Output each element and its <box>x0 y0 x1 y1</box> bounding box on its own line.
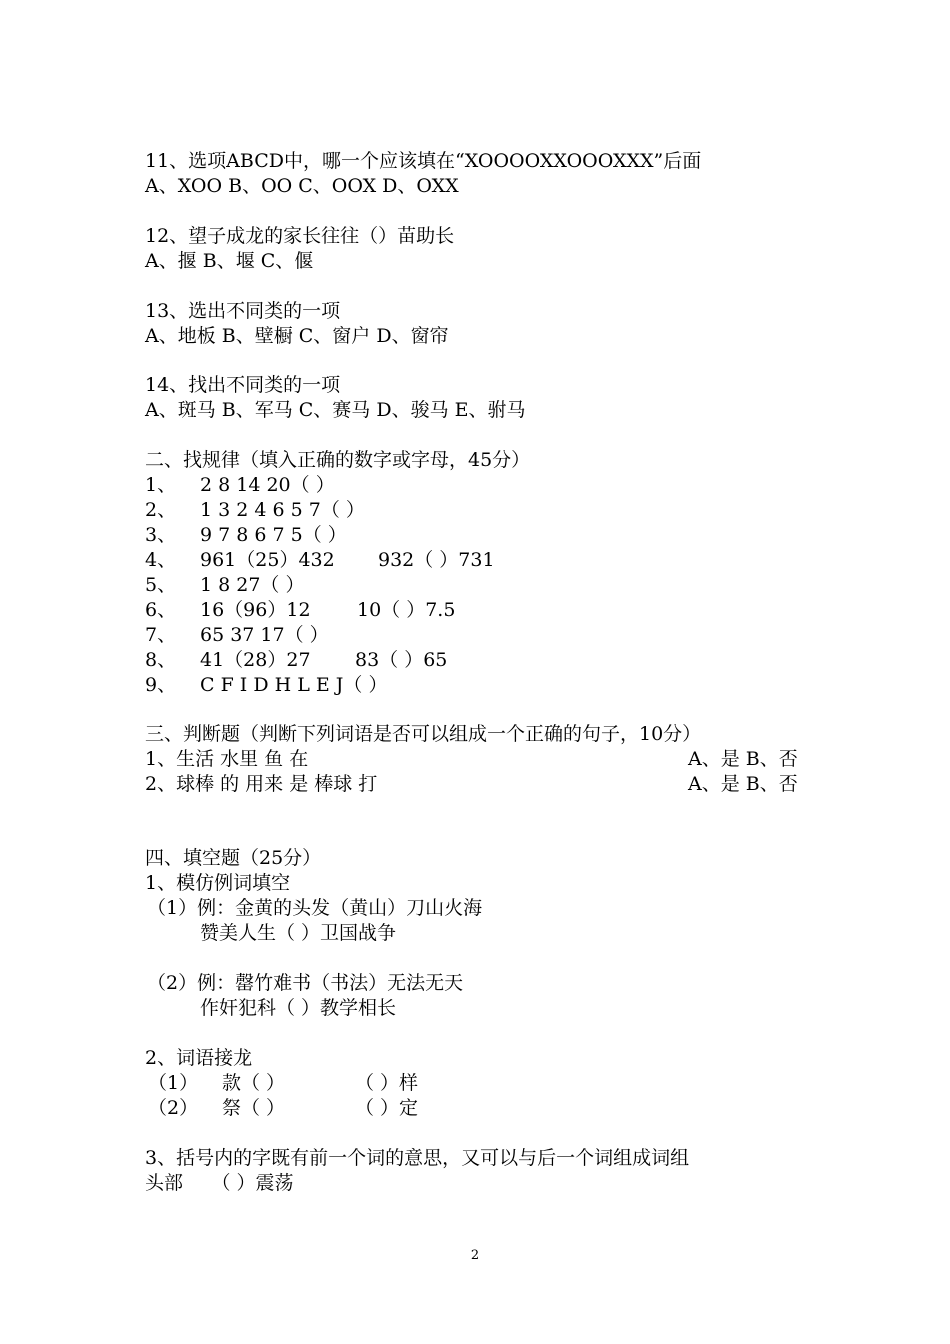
item-number: 9、 <box>145 674 177 696</box>
item-number: 2、 <box>145 499 177 521</box>
section4-title: 四、填空题（25分） <box>145 847 322 869</box>
q14-question: 14、找出不同类的一项 <box>145 374 341 396</box>
chain-second: （ ）定 <box>355 1097 419 1119</box>
item-sequence: 961（25）432 <box>200 549 335 571</box>
item-number: 5、 <box>145 574 177 596</box>
q13-options: A、地板 B、壁橱 C、窗户 D、窗帘 <box>145 325 449 347</box>
fill-example-2: （2）例：罄竹难书（书法）无法无天 <box>147 972 464 994</box>
item-number: 8、 <box>145 649 177 671</box>
judgment-words: 2、球棒 的 用来 是 棒球 打 <box>145 773 378 795</box>
chain-first: 款（ ） <box>222 1072 286 1094</box>
item-sequence: 1 8 27（ ） <box>200 574 305 596</box>
item-sequence: 2 8 14 20（ ） <box>200 474 335 496</box>
fill-example-1: （1）例：金黄的头发（黄山）刀山火海 <box>147 897 483 919</box>
item-sequence: C F I D H L E J（ ） <box>200 674 388 696</box>
chain-second: （ ）样 <box>355 1072 419 1094</box>
q12-options: A、揠 B、堰 C、偃 <box>145 250 314 272</box>
fill-blank-1: 赞美人生（ ）卫国战争 <box>200 922 397 944</box>
item-sequence: 16（96）12 <box>200 599 311 621</box>
fill-part3-line: 头部 （ ）震荡 <box>145 1172 294 1194</box>
item-sequence-second: 10（ ）7.5 <box>357 599 456 621</box>
item-number: 3、 <box>145 524 177 546</box>
item-number: 6、 <box>145 599 177 621</box>
q12-question: 12、望子成龙的家长往往（）苗助长 <box>145 225 455 247</box>
item-sequence: 1 3 2 4 6 5 7（ ） <box>200 499 365 521</box>
item-number: 4、 <box>145 549 177 571</box>
judgment-choices: A、是 B、否 <box>688 748 798 770</box>
q14-options: A、斑马 B、军马 C、赛马 D、骏马 E、驸马 <box>145 399 526 421</box>
judgment-choices: A、是 B、否 <box>688 773 798 795</box>
section3-title: 三、判断题（判断下列词语是否可以组成一个正确的句子，10分） <box>145 723 702 745</box>
q11-options: A、XOO B、OO C、OOX D、OXX <box>145 175 459 197</box>
q11-question: 11、选项ABCD中，哪一个应该填在“XOOOOXXOOOXXX”后面 <box>145 150 702 172</box>
item-sequence-second: 83（ ）65 <box>355 649 448 671</box>
item-number: 7、 <box>145 624 177 646</box>
fill-part1-title: 1、模仿例词填空 <box>145 872 291 894</box>
chain-first: 祭（ ） <box>222 1097 286 1119</box>
chain-label: （1） <box>148 1072 199 1094</box>
fill-part2-title: 2、词语接龙 <box>145 1047 253 1069</box>
item-sequence: 9 7 8 6 7 5（ ） <box>200 524 347 546</box>
chain-label: （2） <box>148 1097 199 1119</box>
fill-part3-title: 3、括号内的字既有前一个词的意思，又可以与后一个词组成词组 <box>145 1147 690 1169</box>
section2-title: 二、找规律（填入正确的数字或字母，45分） <box>145 449 531 471</box>
item-sequence: 65 37 17（ ） <box>200 624 329 646</box>
judgment-words: 1、生活 水里 鱼 在 <box>145 748 309 770</box>
item-sequence: 41（28）27 <box>200 649 311 671</box>
fill-blank-2: 作奸犯科（ ）教学相长 <box>200 997 397 1019</box>
q13-question: 13、选出不同类的一项 <box>145 300 341 322</box>
page-number: 2 <box>470 1248 480 1263</box>
item-number: 1、 <box>145 474 177 496</box>
item-sequence-second: 932（ ）731 <box>378 549 495 571</box>
